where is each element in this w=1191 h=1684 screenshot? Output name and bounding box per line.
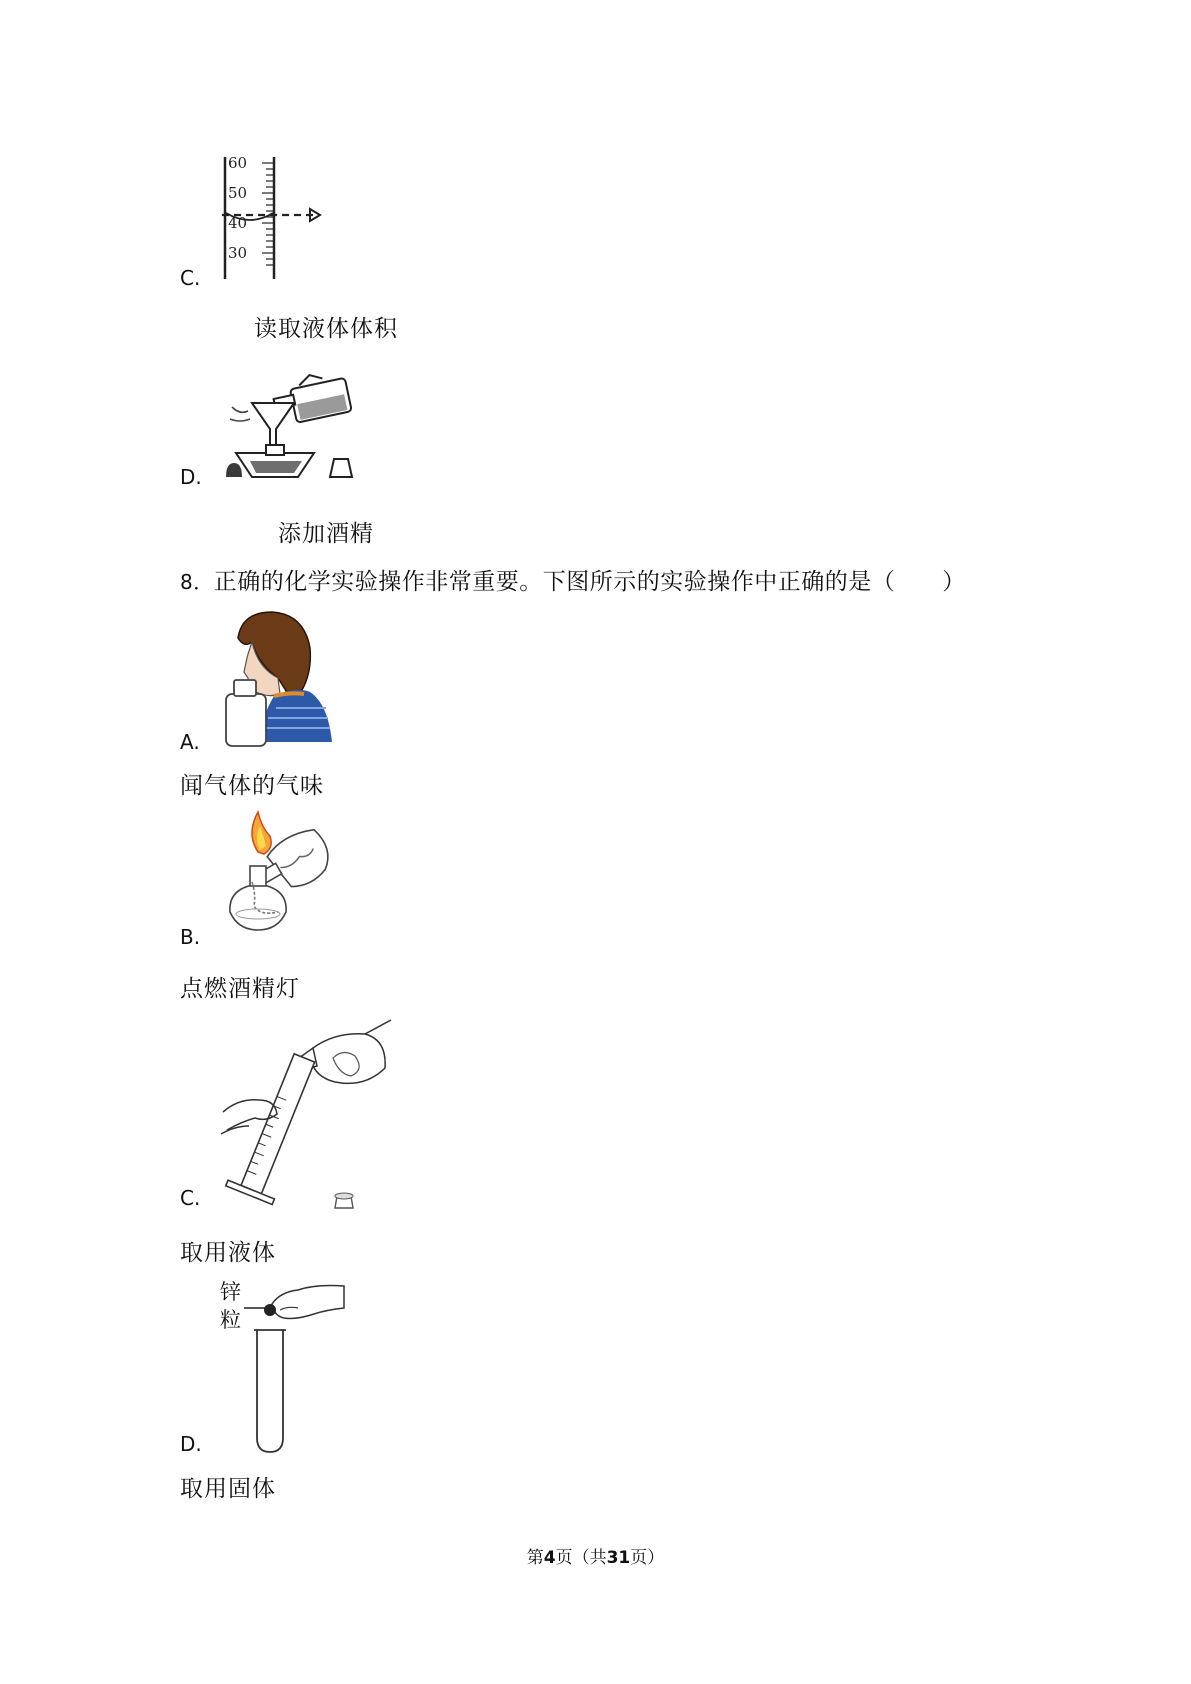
zinc-granule-label: 锌粒 <box>220 1280 241 1332</box>
option-b-caption: 点燃酒精灯 <box>180 976 300 1002</box>
cylinder-scale-figure <box>222 155 352 285</box>
prev-option-c-letter: C. <box>180 266 201 290</box>
option-d-letter: D. <box>180 1432 202 1456</box>
scale-label-60: 60 <box>228 154 248 172</box>
zinc-into-test-tube-figure <box>244 1274 349 1454</box>
person-smelling-bottle-figure <box>218 608 338 748</box>
question-8 <box>180 563 966 596</box>
option-a-letter: A. <box>180 730 200 754</box>
option-d-caption: 取用固体 <box>180 1476 276 1502</box>
prev-option-d-letter: D. <box>180 465 202 489</box>
option-a-caption: 闻气体的气味 <box>180 773 324 799</box>
lamp-lighting-lamp-figure <box>218 812 338 942</box>
footer-suffix: 页） <box>630 1548 665 1568</box>
prev-option-d-caption: 添加酒精 <box>278 521 374 547</box>
option-b-letter: B. <box>180 925 201 949</box>
footer-mid: 页（共 <box>555 1548 607 1568</box>
option-c-letter: C. <box>180 1186 201 1210</box>
footer-page-number: 4 <box>543 1548 556 1568</box>
alcohol-lamp-funnel-figure <box>222 367 362 482</box>
scale-label-30: 30 <box>228 244 248 262</box>
footer-prefix: 第 <box>526 1548 544 1568</box>
question-number: 8． <box>180 570 214 594</box>
pouring-into-cylinder-figure <box>215 1018 395 1213</box>
footer-total-pages: 31 <box>606 1548 631 1568</box>
scale-label-50: 50 <box>228 184 248 202</box>
page-footer <box>0 1543 1191 1568</box>
question-text: 正确的化学实验操作非常重要。下图所示的实验操作中正确的是（ ） <box>213 569 966 595</box>
scale-label-40: 40 <box>228 214 248 232</box>
option-c-caption: 取用液体 <box>180 1240 276 1266</box>
prev-option-c-caption: 读取液体体积 <box>254 316 398 342</box>
